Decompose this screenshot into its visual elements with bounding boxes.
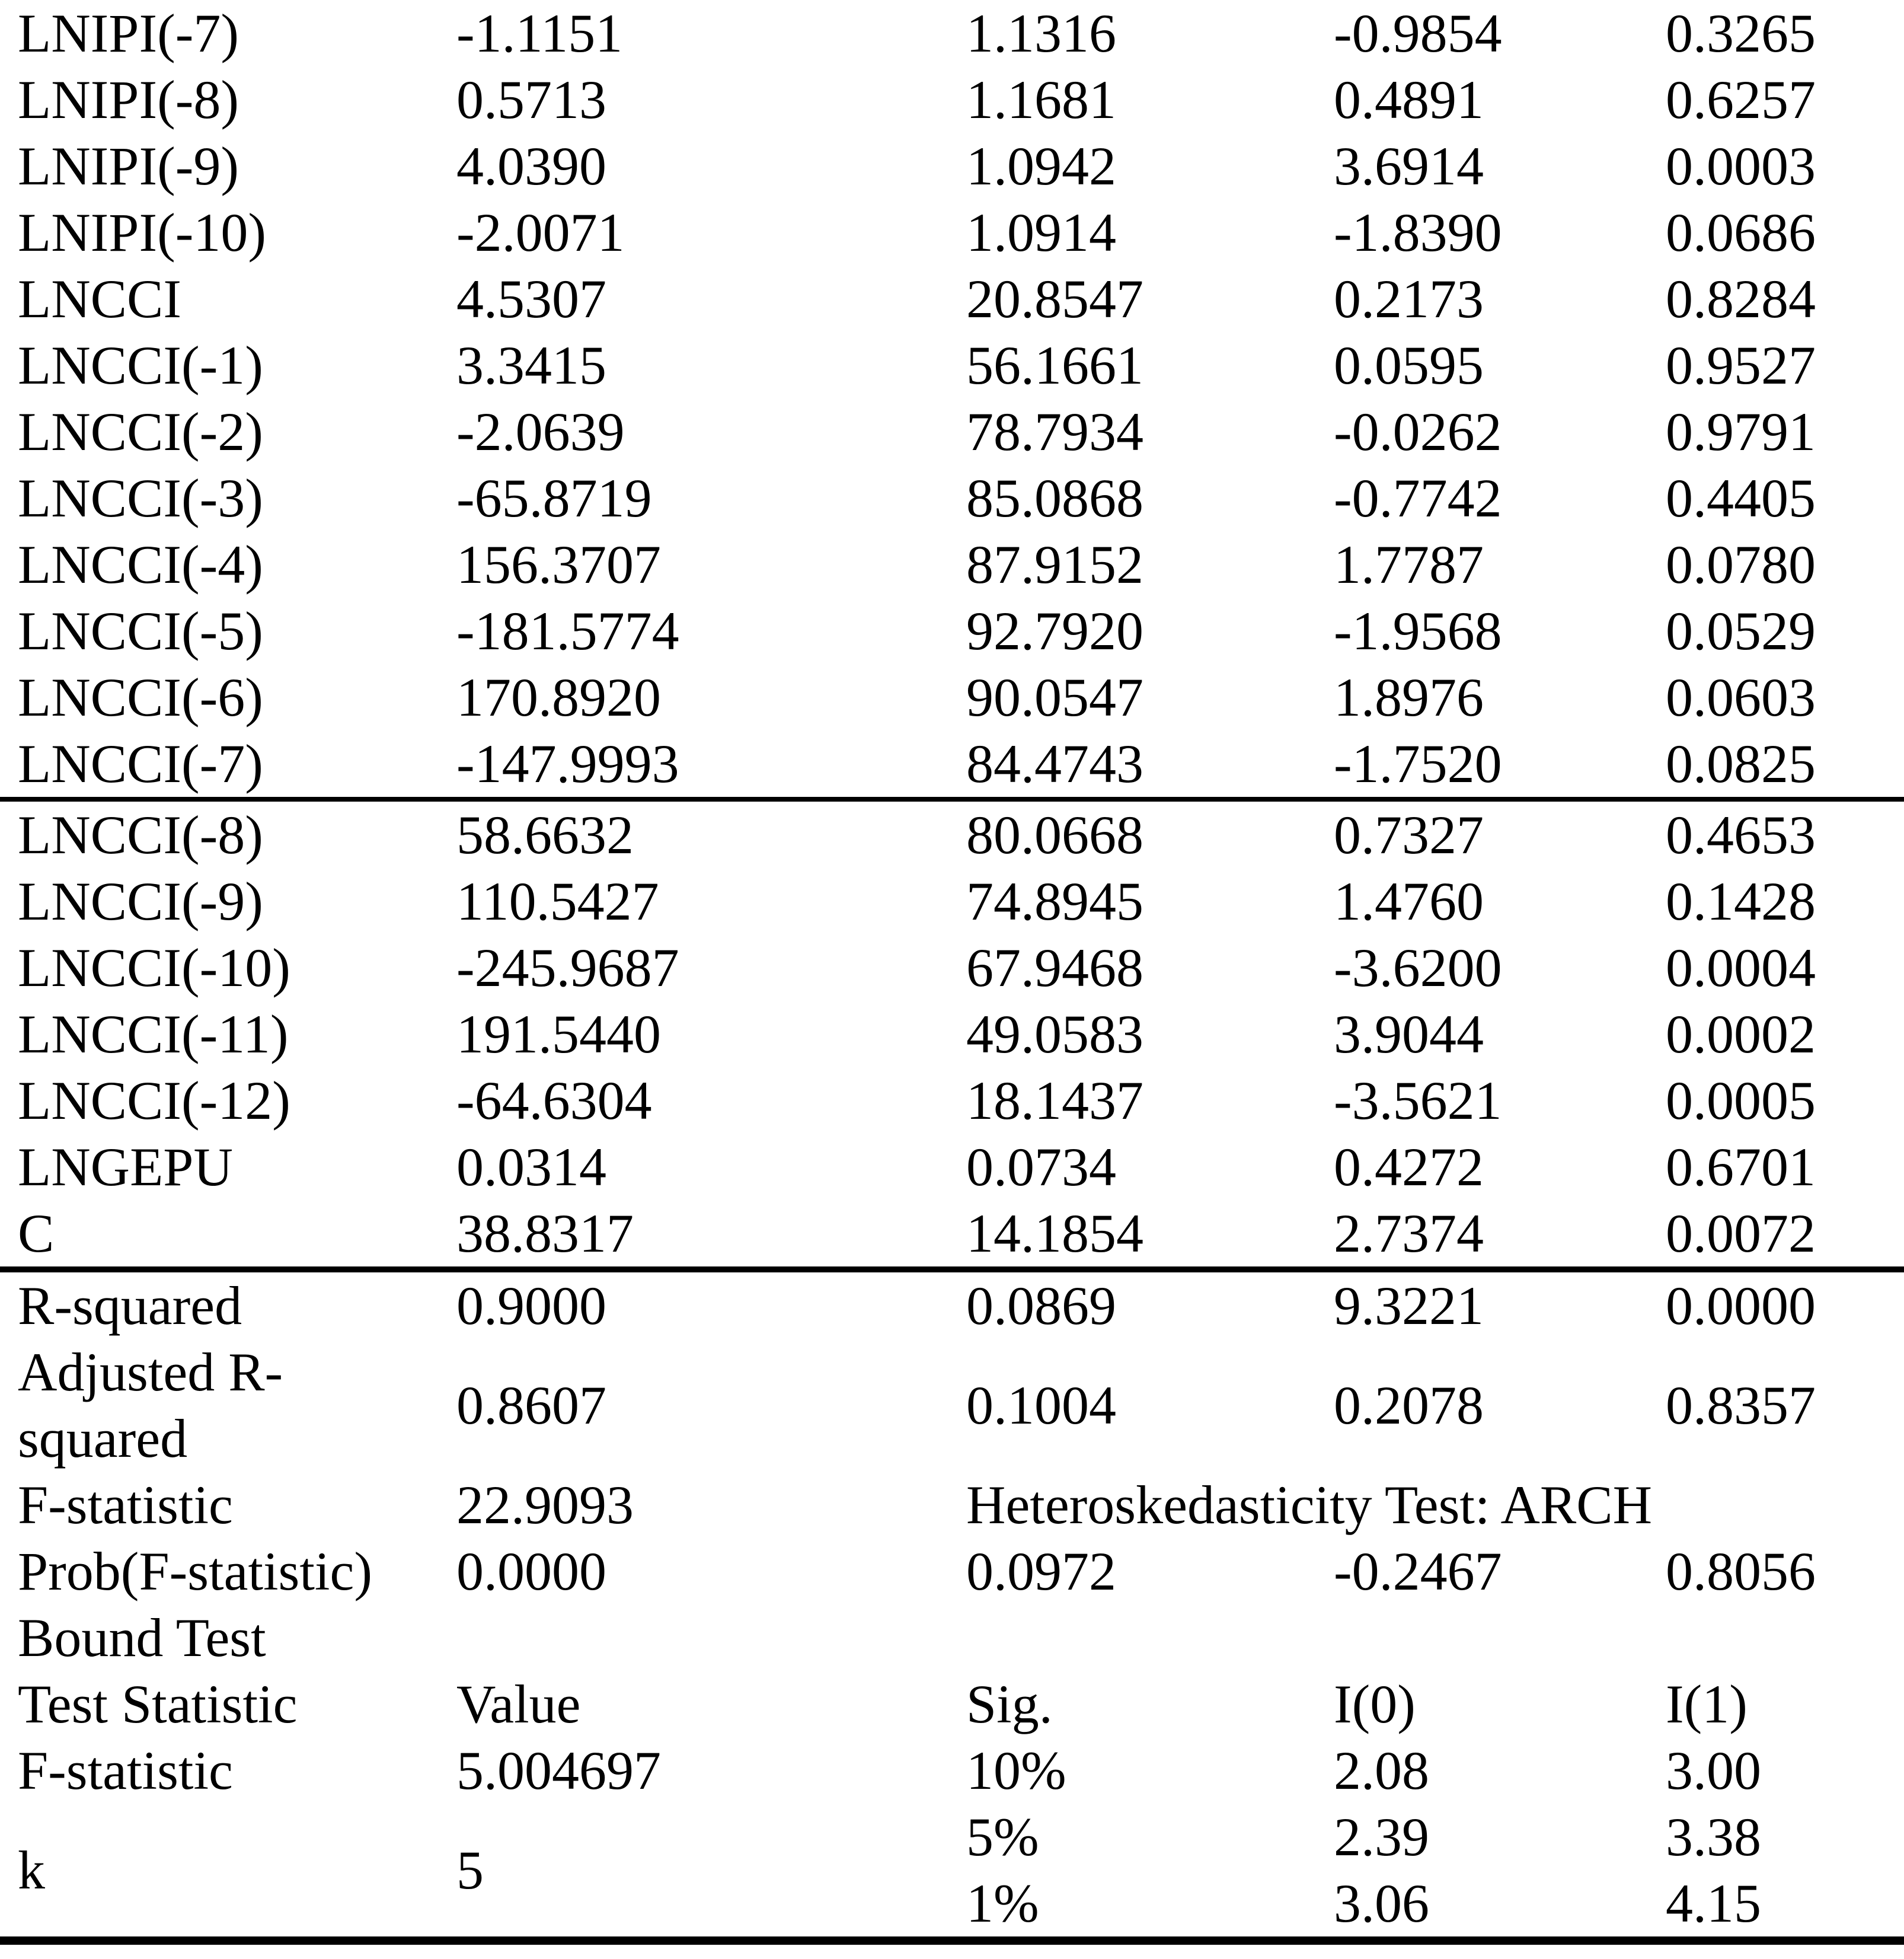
cell-prob: 0.4405	[1666, 468, 1816, 528]
header-i1: I(1)	[1666, 1674, 1748, 1734]
cell-prob: 0.0780	[1666, 534, 1816, 595]
cell-std-error: 1.1316	[966, 3, 1116, 63]
cell-t-statistic: -0.7742	[1334, 468, 1502, 528]
cell-i1: 3.38	[1666, 1807, 1761, 1867]
table-row	[0, 1804, 1904, 1870]
cell-std-error: 87.9152	[966, 534, 1143, 595]
cell-variable: LNCCI(-12)	[18, 1070, 290, 1131]
cell-i1: 3.00	[1666, 1740, 1761, 1801]
table-row	[0, 266, 1904, 332]
table-row	[0, 598, 1904, 664]
table-row	[0, 1339, 1904, 1472]
cell-prob: 0.9527	[1666, 335, 1816, 395]
cell-t-statistic: -0.0262	[1334, 401, 1502, 462]
cell-prob: 0.4653	[1666, 805, 1816, 865]
cell-coefficient: 4.5307	[456, 269, 606, 329]
cell-k-label: k	[18, 1840, 45, 1900]
cell-stat-value: 0.8056	[1666, 1541, 1816, 1601]
cell-prob: 0.0603	[1666, 667, 1816, 728]
cell-coefficient: 170.8920	[456, 667, 661, 728]
cell-t-statistic: -1.7520	[1316, 730, 1648, 799]
table-row	[0, 1067, 1904, 1134]
cell-variable: LNCCI(-5)	[18, 601, 263, 661]
cell-coefficient: -65.8719	[456, 468, 652, 528]
cell-prob: 0.0072	[1648, 1200, 1904, 1269]
cell-variable: LNGEPU	[18, 1137, 233, 1197]
cell-t-statistic: 1.8976	[1334, 667, 1484, 728]
cell-stat-value: 0.0000	[1666, 1275, 1816, 1336]
cell-std-error: 20.8547	[966, 269, 1143, 329]
table-row	[0, 799, 1904, 868]
cell-std-error: 1.1681	[966, 69, 1116, 130]
cell-t-statistic: 2.7374	[1316, 1200, 1648, 1269]
table-row	[0, 1001, 1904, 1067]
cell-coefficient: -245.9687	[456, 937, 679, 998]
cell-stat-label: F-statistic	[18, 1475, 233, 1535]
cell-t-statistic: 0.7327	[1334, 805, 1484, 865]
cell-t-statistic: 0.2173	[1334, 269, 1484, 329]
cell-stat-label: Prob(F-statistic)	[18, 1541, 372, 1601]
cell-std-error: 0.0734	[966, 1137, 1116, 1197]
header-i0: I(0)	[1334, 1674, 1416, 1734]
table-row	[0, 332, 1904, 398]
table-row	[0, 1134, 1904, 1200]
cell-std-error: 90.0547	[966, 667, 1143, 728]
bound-test-header-row	[0, 1671, 1904, 1737]
cell-variable: LNCCI(-11)	[18, 1004, 289, 1064]
heteroskedasticity-test-note: Heteroskedasticity Test: ARCH	[966, 1475, 1653, 1535]
cell-coefficient: 110.5427	[456, 871, 659, 931]
table-row	[0, 1200, 1904, 1269]
cell-stat-value: 0.0972	[966, 1541, 1116, 1601]
cell-std-error: 67.9468	[966, 937, 1143, 998]
cell-stat-label: Adjusted R-squared	[18, 1342, 283, 1469]
cell-t-statistic: 3.9044	[1334, 1004, 1484, 1064]
cell-sig: 1%	[966, 1873, 1039, 1934]
cell-variable: LNIPI(-7)	[18, 3, 239, 63]
cell-variable: LNIPI(-8)	[18, 69, 239, 130]
cell-t-statistic: 1.4760	[1334, 871, 1484, 931]
table-row	[0, 66, 1904, 133]
cell-stat-value: 0.9000	[456, 1275, 606, 1336]
coefficients-lower-section	[0, 799, 1904, 1269]
cell-stat-value: -0.2467	[1334, 1541, 1502, 1601]
cell-coefficient: 38.8317	[439, 1200, 948, 1269]
header-sig: Sig.	[966, 1674, 1053, 1734]
cell-std-error: 49.0583	[966, 1004, 1143, 1064]
cell-prob: 0.9791	[1666, 401, 1816, 462]
cell-variable: LNCCI(-8)	[18, 805, 263, 865]
cell-t-statistic: -0.9854	[1334, 3, 1502, 63]
cell-variable: LNCCI(-10)	[18, 937, 290, 998]
cell-std-error: 78.7934	[966, 401, 1143, 462]
table-row	[0, 531, 1904, 598]
cell-coefficient: 4.0390	[456, 136, 606, 196]
cell-coefficient: 191.5440	[456, 1004, 661, 1064]
cell-variable: LNIPI(-10)	[18, 202, 266, 263]
cell-t-statistic: -3.6200	[1334, 937, 1502, 998]
cell-stat-value: 22.9093	[456, 1475, 634, 1535]
cell-stat-label: R-squared	[18, 1275, 242, 1336]
cell-coefficient: -2.0639	[456, 401, 625, 462]
cell-i1: 4.15	[1666, 1873, 1761, 1934]
bound-test-section	[0, 1604, 1904, 1941]
table-row	[0, 1737, 1904, 1804]
cell-std-error: 56.1661	[966, 335, 1143, 395]
cell-variable: C	[0, 1200, 439, 1269]
cell-prob: 0.6701	[1666, 1137, 1816, 1197]
table-row	[0, 1538, 1904, 1604]
cell-variable: LNCCI(-9)	[18, 871, 263, 931]
table-row	[0, 1472, 1904, 1538]
cell-t-statistic: 0.0595	[1334, 335, 1484, 395]
cell-t-statistic: 0.4272	[1334, 1137, 1484, 1197]
cell-stat-value: 0.2078	[1334, 1375, 1484, 1435]
table-row	[0, 465, 1904, 531]
cell-coefficient: -2.0071	[456, 202, 625, 263]
cell-t-statistic: 0.4891	[1334, 69, 1484, 130]
bound-test-title-row	[0, 1604, 1904, 1671]
table-row	[0, 398, 1904, 465]
table-row	[0, 730, 1904, 799]
cell-stat-value: 9.3221	[1334, 1275, 1484, 1336]
cell-variable: LNCCI(-3)	[18, 468, 263, 528]
coefficients-upper-section	[0, 0, 1904, 799]
cell-variable: LNCCI	[18, 269, 181, 329]
cell-std-error: 14.1854	[948, 1200, 1316, 1269]
cell-coefficient: 3.3415	[456, 335, 606, 395]
cell-prob: 0.0002	[1666, 1004, 1816, 1064]
cell-std-error: 1.0942	[966, 136, 1116, 196]
cell-std-error: 92.7920	[966, 601, 1143, 661]
header-value: Value	[456, 1674, 581, 1734]
cell-std-error: 18.1437	[966, 1070, 1143, 1131]
cell-t-statistic: -1.8390	[1334, 202, 1502, 263]
cell-sig: 5%	[966, 1807, 1039, 1867]
cell-value: 5.004697	[456, 1740, 661, 1801]
cell-std-error: 84.4743	[948, 730, 1316, 799]
cell-variable: LNCCI(-2)	[18, 401, 263, 462]
table-row	[0, 0, 1904, 66]
cell-t-statistic: -3.5621	[1334, 1070, 1502, 1131]
cell-k-value: 5	[456, 1840, 484, 1900]
cell-prob: 0.0686	[1666, 202, 1816, 263]
cell-std-error: 74.8945	[966, 871, 1143, 931]
cell-coefficient: -1.1151	[456, 3, 623, 63]
cell-prob: 0.6257	[1666, 69, 1816, 130]
cell-stat-value: 0.8357	[1666, 1375, 1816, 1435]
cell-prob: 0.0004	[1666, 937, 1816, 998]
table-row	[0, 868, 1904, 934]
cell-i0: 3.06	[1334, 1873, 1429, 1934]
cell-coefficient: 0.0314	[456, 1137, 606, 1197]
table-row	[0, 664, 1904, 730]
cell-prob: 0.0005	[1666, 1070, 1816, 1131]
cell-coefficient: -147.9993	[439, 730, 948, 799]
cell-test-statistic: F-statistic	[18, 1740, 233, 1801]
cell-prob: 0.8284	[1666, 269, 1816, 329]
cell-coefficient: 58.6632	[456, 805, 634, 865]
table-row	[0, 199, 1904, 266]
cell-variable: LNCCI(-4)	[18, 534, 263, 595]
cell-t-statistic: 3.6914	[1334, 136, 1484, 196]
header-test-statistic: Test Statistic	[18, 1674, 298, 1734]
cell-stat-value: 0.1004	[966, 1375, 1116, 1435]
bound-test-title: Bound Test	[18, 1607, 266, 1668]
cell-prob: 0.0529	[1666, 601, 1816, 661]
cell-prob: 0.1428	[1666, 871, 1816, 931]
cell-variable: LNCCI(-1)	[18, 335, 263, 395]
cell-prob: 0.3265	[1666, 3, 1816, 63]
cell-prob: 0.0003	[1666, 136, 1816, 196]
cell-sig: 10%	[966, 1740, 1066, 1801]
cell-coefficient: 156.3707	[456, 534, 661, 595]
cell-std-error: 85.0868	[966, 468, 1143, 528]
cell-i0: 2.39	[1334, 1807, 1429, 1867]
cell-coefficient: -181.5774	[456, 601, 679, 661]
cell-variable: LNIPI(-9)	[18, 136, 239, 196]
cell-prob: 0.0825	[1648, 730, 1904, 799]
cell-variable: LNCCI(-6)	[18, 667, 263, 728]
table-row	[0, 934, 1904, 1001]
table-row	[0, 133, 1904, 199]
cell-std-error: 80.0668	[966, 805, 1143, 865]
cell-t-statistic: 1.7787	[1334, 534, 1484, 595]
table-row	[0, 1269, 1904, 1339]
cell-variable: LNCCI(-7)	[0, 730, 439, 799]
cell-coefficient: -64.6304	[456, 1070, 652, 1131]
cell-std-error: 1.0914	[966, 202, 1116, 263]
cell-i0: 2.08	[1334, 1740, 1429, 1801]
summary-stats-section	[0, 1269, 1904, 1604]
cell-stat-value: 0.0869	[966, 1275, 1116, 1336]
cell-stat-value: 0.0000	[456, 1541, 606, 1601]
cell-coefficient: 0.5713	[456, 69, 606, 130]
cell-t-statistic: -1.9568	[1334, 601, 1502, 661]
cell-stat-value: 0.8607	[456, 1375, 606, 1435]
